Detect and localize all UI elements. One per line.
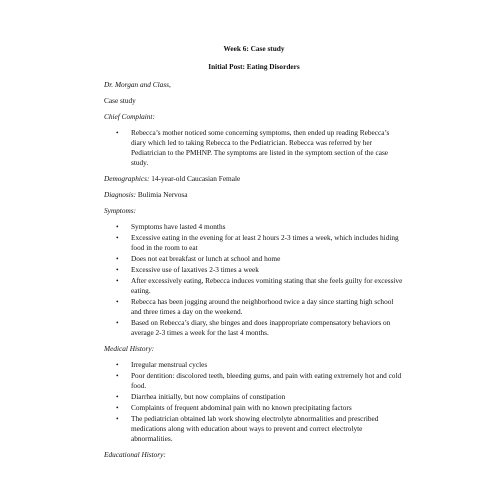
- diagnosis-heading: Diagnosis:: [104, 190, 137, 199]
- list-item-text: Diarrhea initially, but now complains of constipation: [131, 392, 286, 401]
- chief-complaint-list: [104, 128, 404, 168]
- list-item: [116, 414, 404, 444]
- case-label: Case study: [104, 96, 136, 105]
- list-item: [116, 233, 404, 253]
- chief-complaint-heading: Chief Complaint:: [104, 112, 155, 121]
- list-item-text: Rebecca’s mother noticed some concerning symptoms, then ended up reading Rebecca’s diary which led to taking Rebecca to the Pediatrician. Rebecca was referred by her Pediatrician to the PMHNP. The symptoms are listed in the symptom section of the case study.: [131, 128, 390, 167]
- list-item: [116, 392, 404, 402]
- bullet-icon: •: [116, 276, 119, 285]
- list-item-text: After excessively eating, Rebecca induces vomiting stating that she feels guilty for excessive eating.: [131, 276, 403, 295]
- bullet-icon: •: [116, 128, 119, 137]
- list-item-text: Excessive eating in the evening for at least 2 hours 2-3 times a week, which includes hiding food in the room to eat: [131, 233, 399, 252]
- diagnosis-value: Bulimia Nervosa: [137, 190, 188, 199]
- list-item: [116, 276, 404, 296]
- list-item: [116, 222, 404, 232]
- list-item: [116, 318, 404, 338]
- list-item-text: Based on Rebecca’s diary, she binges and does inappropriate compensatory behaviors on average 2-3 times a week for the last 4 months.: [131, 318, 391, 337]
- list-item-text: Does not eat breakfast or lunch at school and home: [131, 254, 281, 263]
- list-item-text: Rebecca has been jogging around the neighborhood twice a day since starting high school and three times a day on the weekend.: [131, 297, 394, 316]
- bullet-icon: •: [116, 360, 119, 369]
- demographics-heading: Demographics:: [104, 174, 150, 183]
- list-item-text: Irregular menstrual cycles: [131, 360, 208, 369]
- bullet-icon: •: [116, 318, 119, 327]
- symptoms-list: [104, 222, 404, 338]
- bullet-icon: •: [116, 222, 119, 231]
- salutation: Dr. Morgan and Class,: [104, 80, 171, 89]
- document-subtitle: Initial Post: Eating Disorders: [208, 62, 300, 71]
- bullet-icon: •: [116, 297, 119, 306]
- list-item: [116, 265, 404, 275]
- medical-history-list: [104, 360, 404, 444]
- demographics-line: [104, 174, 404, 184]
- bullet-icon: •: [116, 371, 119, 380]
- medical-history-heading: Medical History:: [104, 344, 155, 353]
- list-item: [116, 371, 404, 391]
- bullet-icon: •: [116, 233, 119, 242]
- list-item: [116, 128, 404, 168]
- list-item-text: Complaints of frequent abdominal pain with no known precipitating factors: [131, 403, 352, 412]
- educational-history-heading: Educational History:: [104, 450, 166, 459]
- diagnosis-line: [104, 190, 404, 200]
- demographics-value: 14-year-old Caucasian Female: [151, 174, 241, 183]
- bullet-icon: •: [116, 254, 119, 263]
- list-item-text: Excessive use of laxatives 2-3 times a week: [131, 265, 259, 274]
- list-item: [116, 360, 404, 370]
- list-item: [116, 254, 404, 264]
- list-item: [116, 403, 404, 413]
- bullet-icon: •: [116, 414, 119, 423]
- list-item-text: Symptoms have lasted 4 months: [131, 222, 226, 231]
- symptoms-heading: Symptoms:: [104, 206, 137, 215]
- bullet-icon: •: [116, 403, 119, 412]
- document-title: Week 6: Case study: [223, 44, 285, 53]
- list-item: [116, 297, 404, 317]
- bullet-icon: •: [116, 265, 119, 274]
- list-item-text: The pediatrician obtained lab work showing electrolyte abnormalities and prescribed medications along with education about ways to prevent and correct electrolyte abnormalities.: [131, 414, 379, 443]
- bullet-icon: •: [116, 392, 119, 401]
- list-item-text: Poor dentition: discolored teeth, bleeding gums, and pain with eating extremely hot and cold food.: [131, 371, 402, 390]
